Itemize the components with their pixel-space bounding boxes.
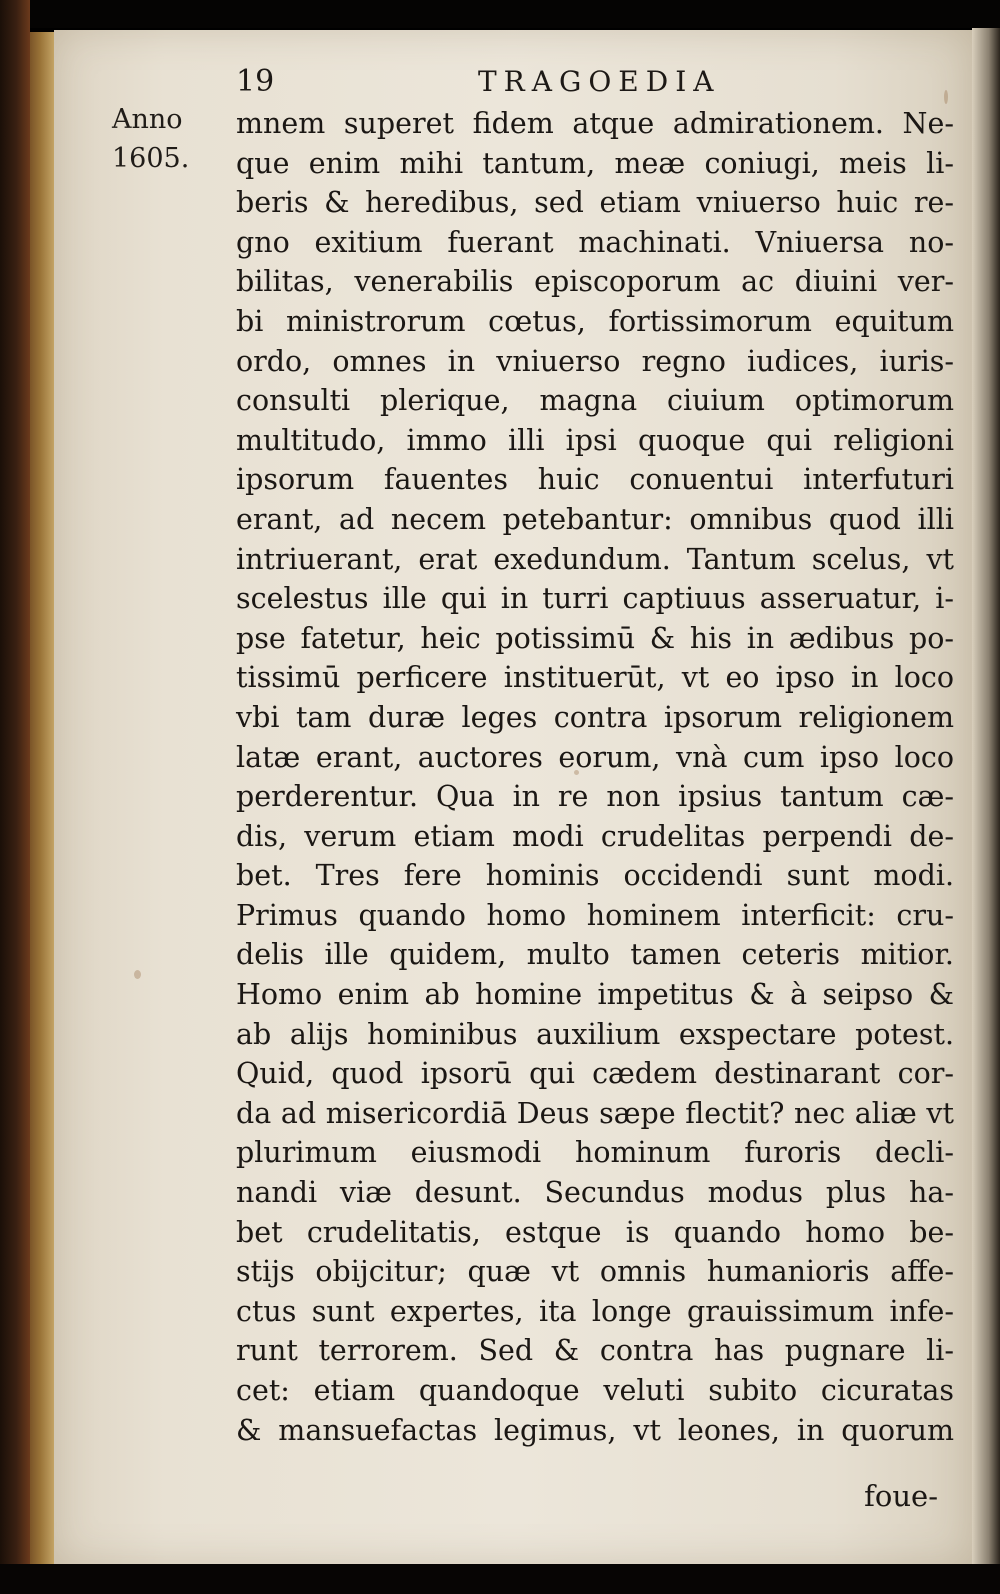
text-line: ordo, omnes in vniuerso regno iudices, iuris- (236, 344, 954, 378)
text-line: cet: etiam quandoque veluti subito cicuratas (236, 1374, 954, 1407)
text-line: scelestus ille qui in turri captiuus asseruatur, i- (236, 582, 954, 616)
text-line: delis ille quidem, multo tamen ceteris mitior. (236, 938, 954, 972)
margin-note-line: 1605. (112, 143, 190, 174)
text-line: bet. Tres fere hominis occidendi sunt modi. (236, 859, 954, 893)
text-line: plurimum eiusmodi hominum furoris decli- (236, 1136, 954, 1170)
catchword: foue- (864, 1479, 938, 1513)
text-line: stijs obijcitur; quæ vt omnis humanioris affe- (236, 1255, 954, 1289)
text-line: Quid, quod ipsorū qui cædem destinarant cor- (236, 1057, 954, 1091)
text-line: pse fatetur, heic potissimū & his in ædibus po- (236, 621, 954, 655)
text-line: mnem superet fidem atque admirationem. Ne- (236, 107, 954, 140)
text-line: erant, ad necem petebantur: omnibus quod illi (236, 502, 954, 536)
text-line: beris & heredibus, sed etiam vniuerso huic re- (236, 186, 954, 220)
margin-note (112, 100, 222, 178)
text-line: multitudo, immo illi ipsi quoque qui religioni (236, 423, 954, 457)
text-line: ipsorum fauentes huic conuentui interfuturi (236, 463, 954, 497)
text-line: nandi viæ desunt. Secundus modus plus ha- (236, 1176, 954, 1210)
paper-stain (944, 90, 948, 104)
page-edge-right (972, 28, 1000, 1594)
binding-gutter (30, 32, 56, 1572)
paper-stain (134, 970, 141, 979)
text-line: Homo enim ab homine impetitus & à seipso & (236, 978, 954, 1012)
text-line: consulti plerique, magna ciuium optimorum (236, 384, 954, 418)
page-number: 19 (236, 64, 275, 99)
text-line: bet crudelitatis, estque is quando homo be- (236, 1215, 954, 1249)
body-text (236, 104, 954, 1450)
text-line: tissimū perficere instituerūt, vt eo ipso in loco (236, 661, 954, 695)
text-line: bi ministrorum cœtus, fortissimorum equitum (236, 304, 954, 338)
text-line: ab alijs hominibus auxilium exspectare potest. (236, 1017, 954, 1051)
top-backdrop (0, 0, 1000, 28)
text-line: perderentur. Qua in re non ipsius tantum cæ- (236, 780, 954, 814)
text-line: da ad misericordiā Deus sæpe flectit? nec aliæ vt (236, 1096, 954, 1130)
text-line: que enim mihi tantum, meæ coniugi, meis li- (236, 146, 954, 180)
text-line: runt terrorem. Sed & contra has pugnare li- (236, 1334, 954, 1368)
text-line: intriuerant, erat exedundum. Tantum scelus, vt (236, 542, 954, 576)
text-line: gno exitium fuerant machinati. Vniuersa no- (236, 225, 954, 259)
text-line: Primus quando homo hominem interficit: cru- (236, 898, 954, 932)
book-binding (0, 0, 30, 1594)
text-line: & mansuefactas legimus, vt leones, in quorum (236, 1413, 954, 1447)
margin-note-line: Anno (112, 104, 183, 135)
running-title: TRAGOEDIA (478, 65, 721, 98)
text-line: ctus sunt expertes, ita longe grauissimum infe- (236, 1294, 954, 1328)
text-line: latæ erant, auctores eorum, vnà cum ipso loco (236, 740, 954, 774)
running-head (236, 64, 796, 104)
text-line: vbi tam duræ leges contra ipsorum religionem (236, 700, 954, 734)
text-line: dis, verum etiam modi crudelitas perpendi de- (236, 819, 954, 853)
bottom-backdrop (0, 1564, 1000, 1594)
text-line: bilitas, venerabilis episcoporum ac diuini ver- (236, 265, 954, 299)
